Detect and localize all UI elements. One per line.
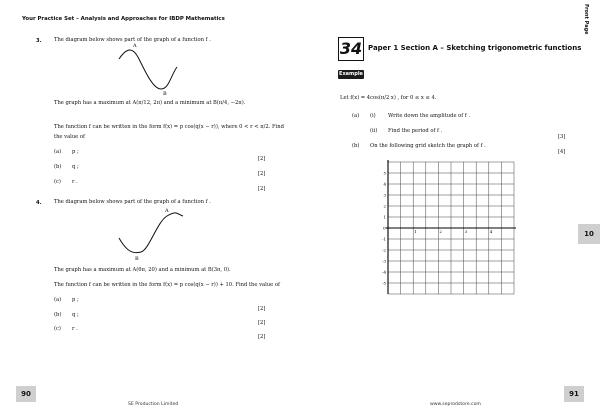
y-tick-label: O — [382, 225, 386, 231]
question-4-form: The function f can be written in the form f(x) = p cos(q(x − r)) + 10. Find the value of — [54, 282, 280, 288]
q3-point-b: B — [163, 91, 167, 97]
q4-part-b-var: q ; — [72, 312, 79, 318]
ex-part-b-mark: [4] — [558, 149, 566, 155]
example-label: Example — [339, 71, 363, 77]
q3-part-c-label: (c) — [54, 179, 61, 185]
chapter-badge: 34 — [338, 37, 364, 61]
running-header: Your Practice Set – Analysis and Approaches for IBDP Mathematics — [22, 16, 225, 22]
ex-part-a-label: (a) — [352, 113, 360, 119]
q4-point-b: B — [135, 256, 139, 262]
q4-point-a: A — [165, 208, 169, 214]
question-3-intro: The diagram below shows part of the graph of a function f . — [54, 37, 211, 43]
q4-part-c-var: r . — [72, 326, 78, 332]
sketch-grid — [384, 160, 520, 296]
question-4-graph — [115, 208, 190, 260]
x-tick-label: 4 — [489, 229, 493, 234]
question-4-maxmin: The graph has a maximum at A(6π, 20) and a minimum at B(3π, 0). — [54, 267, 231, 273]
right-footer: www.seprodstore.com — [430, 402, 481, 407]
question-3-form: The function f can be written in the form f(x) = p cos(q(x − r)), where 0 < r < π/2. Find — [54, 124, 284, 130]
q4-part-a-var: p ; — [72, 297, 79, 303]
x-tick-label: 3 — [464, 229, 468, 234]
y-tick-label: -2 — [382, 247, 386, 253]
ex-part-a2-sub: (ii) — [370, 128, 378, 134]
chapter-title: Paper 1 Section A – Sketching trigonometric functions — [368, 44, 582, 52]
y-tick-label: 3 — [383, 192, 386, 198]
q4-part-b-label: (b) — [54, 312, 62, 318]
left-footer: SE Production Limited — [128, 402, 179, 407]
question-3-maxmin: The graph has a maximum at A(π/12, 2π) and a minimum at B(π/4, −2π). — [54, 100, 246, 106]
y-tick-label: -3 — [382, 258, 386, 264]
ex-part-a-text: Write down the amplitude of f . — [388, 113, 471, 119]
q4-part-c-label: (c) — [54, 326, 61, 332]
example-let: Let f(x) = 4cos(π/2 x) , for 0 ≤ x ≤ 4. — [340, 95, 437, 101]
q3-point-a: A — [133, 43, 137, 49]
question-4-number: 4. — [36, 200, 42, 206]
q3-part-b-mark: [2] — [258, 171, 266, 177]
q3-part-b-label: (b) — [54, 164, 62, 170]
q3-part-c-var: r . — [72, 179, 78, 185]
right-page-number: 91 — [564, 386, 584, 402]
y-tick-label: 2 — [383, 203, 386, 209]
q3-part-b-var: q ; — [72, 164, 79, 170]
q3-part-c-mark: [2] — [258, 186, 266, 192]
q4-part-b-mark: [2] — [258, 320, 266, 326]
y-tick-label: 1 — [383, 214, 386, 220]
q4-part-c-mark: [2] — [258, 334, 266, 340]
question-4-intro: The diagram below shows part of the graph of a function f . — [54, 199, 211, 205]
x-tick-label: 1 — [414, 229, 417, 234]
y-tick-label: -1 — [382, 236, 386, 242]
ex-part-b-text: On the following grid sketch the graph of f . — [370, 143, 486, 149]
section-tab: 10 — [578, 224, 600, 244]
q3-part-a-var: p ; — [72, 149, 79, 155]
question-3-number: 3. — [36, 38, 42, 44]
side-label: Front Page — [583, 4, 589, 35]
y-tick-label: 5 — [383, 170, 386, 176]
q4-part-a-label: (a) — [54, 297, 62, 303]
question-3-graph — [115, 45, 185, 95]
y-tick-label: -5 — [382, 280, 386, 286]
q3-part-a-mark: [2] — [258, 156, 266, 162]
left-page-number: 90 — [16, 386, 36, 402]
ex-part-a-mark: [3] — [558, 134, 566, 140]
question-3-value-of: the value of — [54, 134, 85, 140]
x-tick-label: 2 — [439, 229, 442, 234]
ex-part-a-sub: (i) — [370, 113, 376, 119]
y-tick-label: 4 — [383, 181, 386, 187]
q4-part-a-mark: [2] — [258, 306, 266, 312]
y-tick-label: -4 — [382, 269, 386, 275]
ex-part-a2-text: Find the period of f . — [388, 128, 443, 134]
ex-part-b-label: (b) — [352, 143, 360, 149]
q3-part-a-label: (a) — [54, 149, 62, 155]
